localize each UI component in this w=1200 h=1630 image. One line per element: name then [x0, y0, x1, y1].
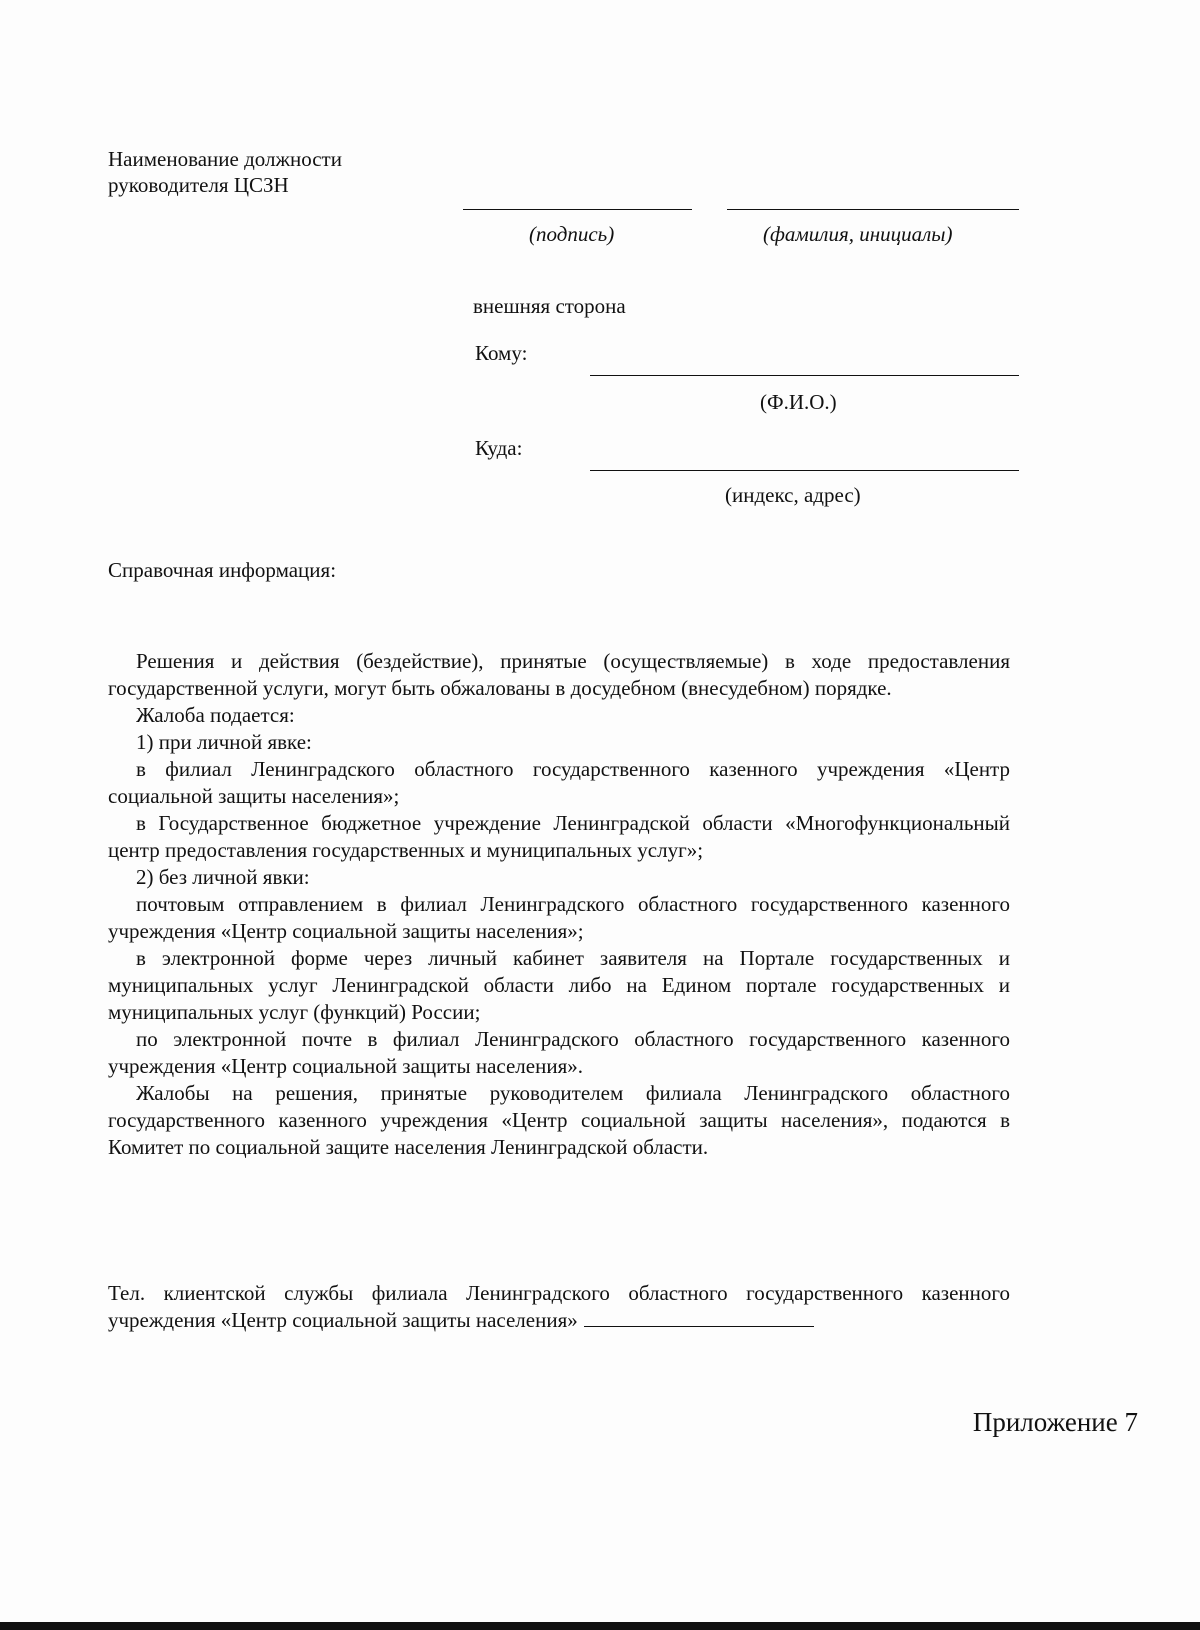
paragraph-branch: в филиал Ленинградского областного государственного казенного учреждения «Центр социальной защиты населения»;	[108, 757, 1010, 808]
paragraph-email: по электронной почте в филиал Ленинградского областного государственного казенного учреждения «Центр социальной защиты населения».	[108, 1027, 1010, 1078]
paragraph-remote: 2) без личной явки:	[136, 865, 310, 889]
paragraph-committee: Жалобы на решения, принятые руководителем филиала Ленинградского областного государственного казенного учреждения «Центр социальной защиты населения», подаются в Комитет по социальной защите населения Ленинградской области.	[108, 1081, 1010, 1159]
name-caption: (фамилия, инициалы)	[763, 222, 953, 246]
envelope-side-label: внешняя сторона	[473, 294, 626, 318]
to-caption: (Ф.И.О.)	[760, 390, 837, 414]
signature-line	[463, 209, 692, 210]
position-title-line1: Наименование должности	[108, 147, 342, 171]
paragraph-complaint-filed: Жалоба подается:	[136, 703, 295, 727]
to-line	[590, 375, 1019, 376]
phone-block	[108, 1280, 1010, 1334]
phone-text: Тел. клиентской службы филиала Ленинградского областного государственного казенного учреждения «Центр социальной защиты населения»	[108, 1281, 1010, 1332]
where-caption: (индекс, адрес)	[725, 483, 861, 507]
paragraph-postal: почтовым отправлением в филиал Ленинградского областного государственного казенного учреждения «Центр социальной защиты населения»;	[108, 892, 1010, 943]
name-line	[727, 209, 1019, 210]
to-label: Кому:	[475, 341, 528, 365]
paragraph-in-person: 1) при личной явке:	[136, 730, 312, 754]
position-title-line2: руководителя ЦСЗН	[108, 173, 289, 197]
signature-caption: (подпись)	[529, 222, 615, 246]
where-label: Куда:	[475, 436, 523, 460]
reference-body	[108, 648, 1010, 1161]
where-line	[590, 470, 1019, 471]
scan-bottom-edge	[0, 1622, 1200, 1630]
paragraph-mfc: в Государственное бюджетное учреждение Ленинградской области «Многофункциональный центр предоставления государственных и муниципальных услуг»;	[108, 811, 1010, 862]
appendix-label: Приложение 7	[972, 1407, 1138, 1437]
phone-blank-line	[584, 1308, 814, 1327]
reference-heading: Справочная информация:	[108, 558, 337, 582]
paragraph-appeal: Решения и действия (бездействие), принятые (осуществляемые) в ходе предоставления государственной услуги, могут быть обжалованы в досудебном (внесудебном) порядке.	[108, 649, 1010, 700]
paragraph-electronic: в электронной форме через личный кабинет заявителя на Портале государственных и муниципальных услуг Ленинградской области либо на Едином портале государственных и муниципальных услуг (функций) России;	[108, 946, 1010, 1024]
